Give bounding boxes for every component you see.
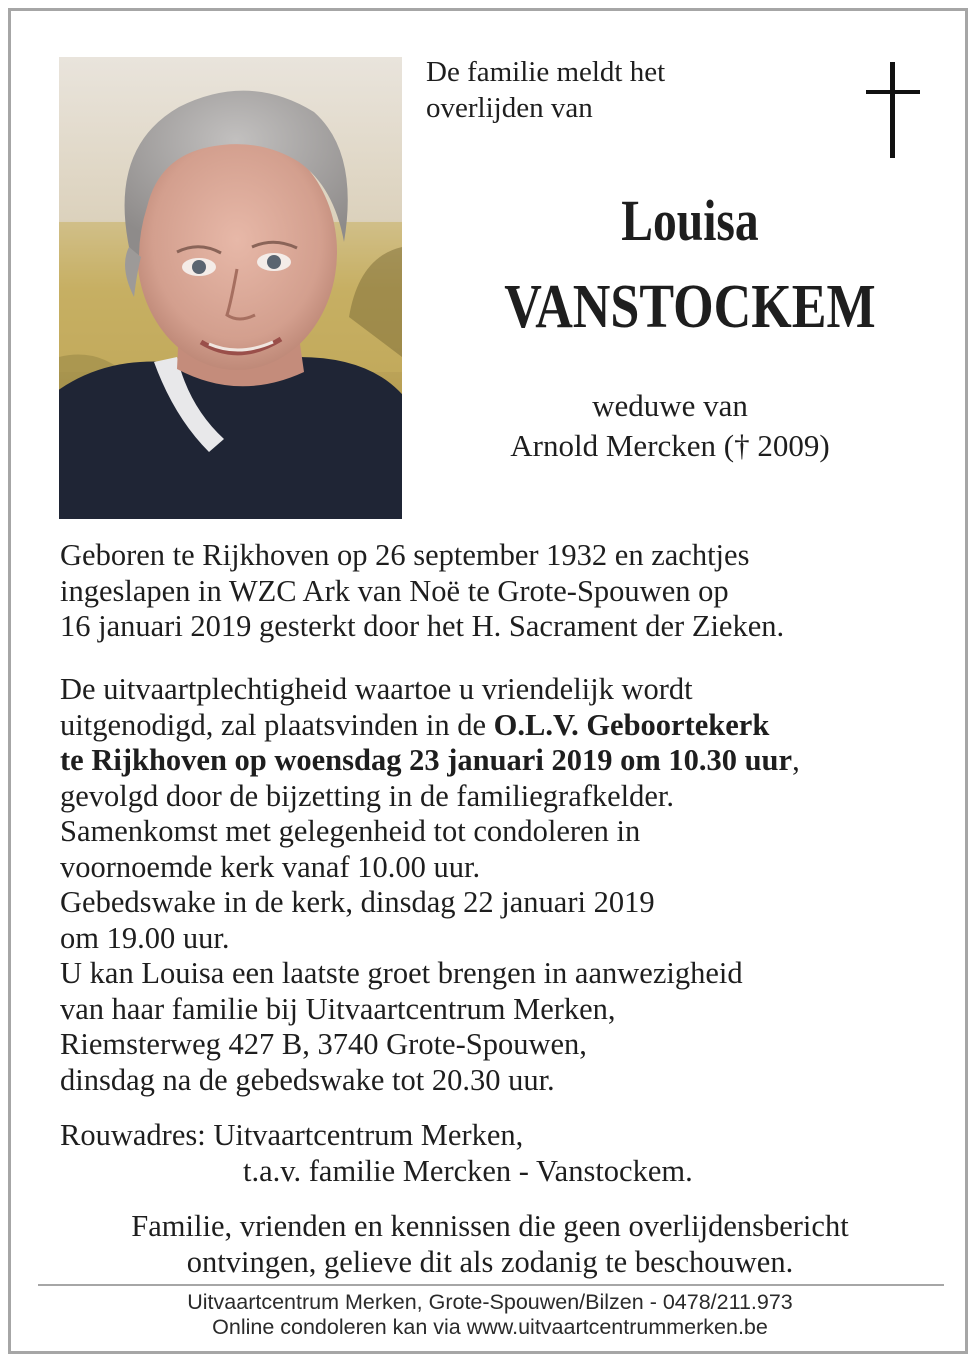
funeral-paragraph: De uitvaartplechtigheid waartoe u vriendelijk wordt uitgenodigd, zal plaatsvinden in de O.L.V. Geboortekerk te Rijkhoven op woensdag 23 januari 2019 om 10.30 uur, gevolgd door de bijzetting in de familiegrafkelder. Samenkomst met gelegenheid tot condoleren in voornoemde kerk vanaf 10.00 uur. Gebedswake in de kerk, dinsdag 22 januari 2019 om 19.00 uur. U kan Louisa een laatste groet brengen in aanwezigheid van haar familie bij Uitvaartcentrum Merken, Riemsterweg 427 B, 3740 Grote-Spouwen, dinsdag na de gebedswake tot 20.30 uur. [60,672,800,1097]
funeral-date: te Rijkhoven op woensdag 23 januari 2019 om 10.30 uur [60,743,793,777]
footer-divider [38,1284,944,1286]
footer [60,1290,920,1340]
portrait-photo-icon [59,57,402,519]
footer-website: Online condoleren kan via www.uitvaartcentrummerken.be [212,1315,768,1339]
birth-paragraph: Geboren te Rijkhoven op 26 september 1932 en zachtjes ingeslapen in WZC Ark van Noë te Grote-Spouwen op 16 januari 2019 gesterkt door het H. Sacrament der Zieken. [60,538,785,643]
closing-note: Familie, vrienden en kennissen die geen overlijdensbericht ontvingen, gelieve dit als zodanig te beschouwen. [131,1209,849,1279]
intro-text: De familie meldt het overlijden van [426,56,666,124]
deceased-last-name: VANSTOCKEM [504,273,876,341]
widow-label: weduwe van [592,388,748,423]
latin-cross-icon [864,62,922,158]
footer-contact: Uitvaartcentrum Merken, Grote-Spouwen/Bilzen - 0478/211.973 [187,1290,793,1314]
mourning-address: Rouwadres: Uitvaartcentrum Merken, t.a.v. familie Mercken - Vanstockem. [60,1118,693,1188]
widow-of [450,386,890,466]
church-name: O.L.V. Geboortekerk [493,707,770,742]
deceased-first-name: Louisa [621,188,759,253]
spouse-name: Arnold Mercken († 2009) [510,428,830,463]
